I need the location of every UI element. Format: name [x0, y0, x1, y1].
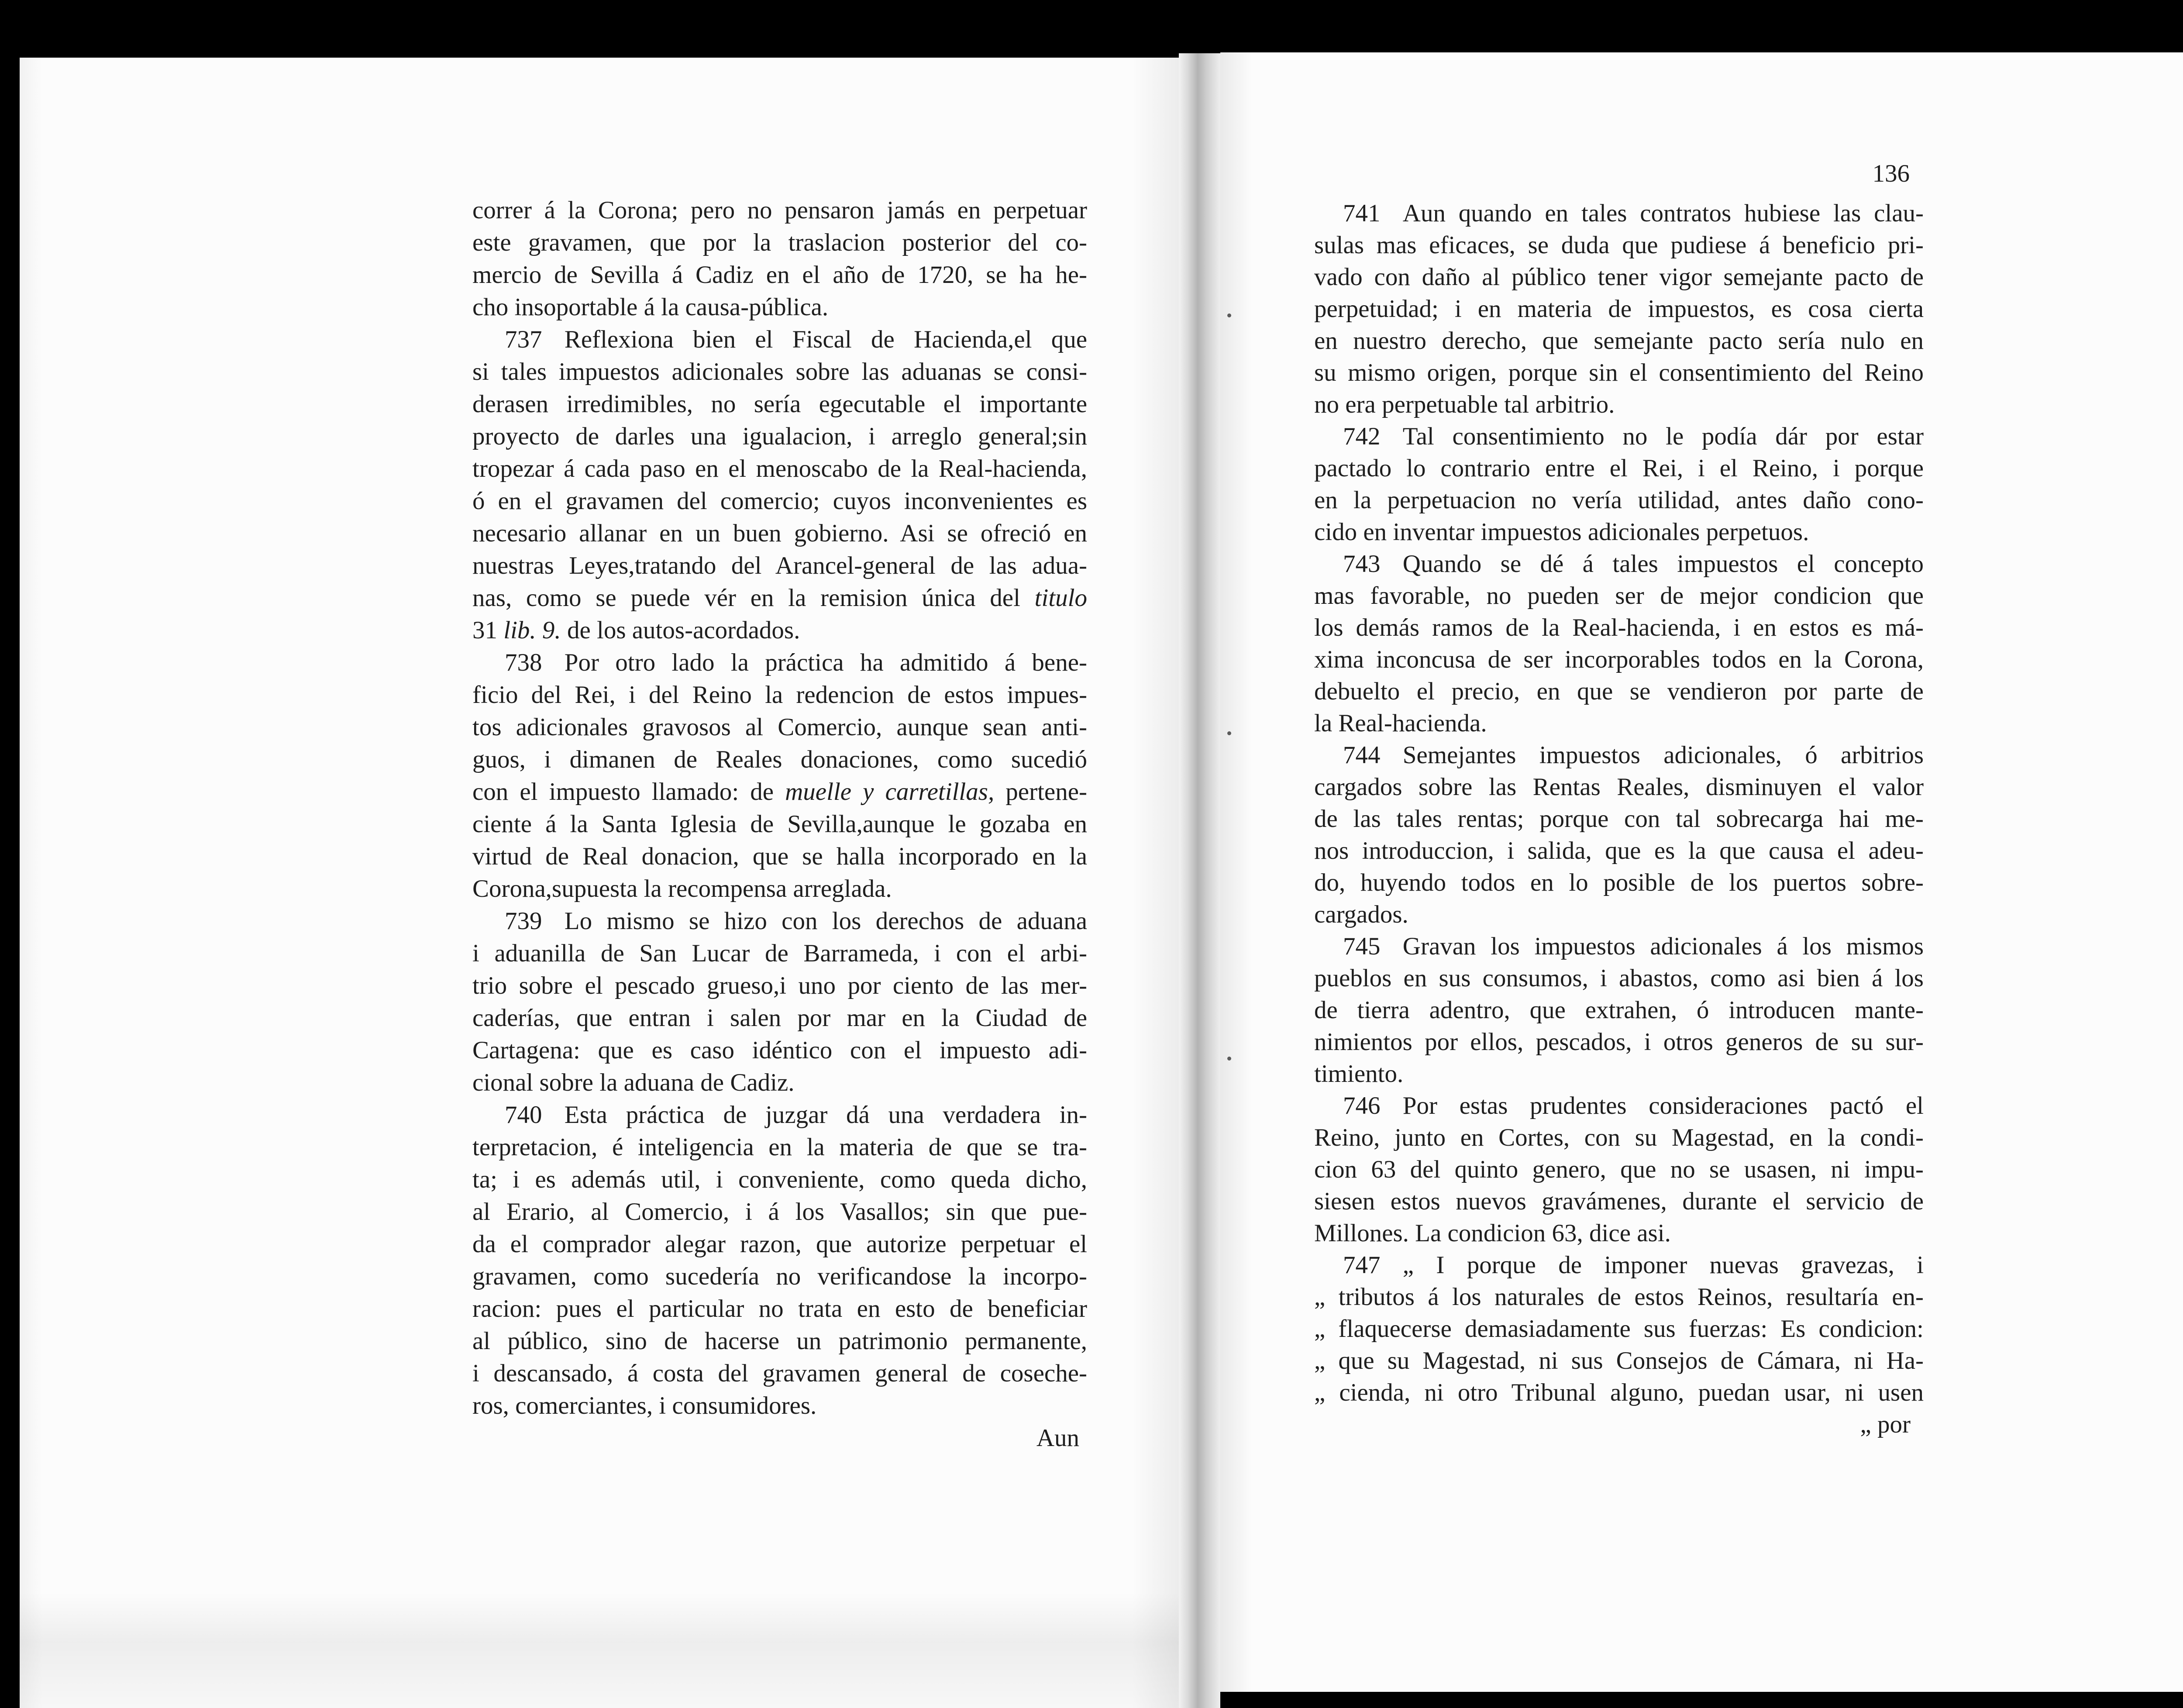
line-text: Tal consentimiento no le podía dár por estar [1402, 423, 1924, 450]
text-line [472, 1067, 1087, 1099]
line-text: Semejantes impuestos adicionales, ó arbitrios [1402, 741, 1924, 769]
line-text: pactado lo contrario entre el Rei, i el Reino, i porque [1314, 455, 1924, 482]
line-text: Millones. La condicion 63, dice asi. [1314, 1219, 1671, 1247]
text-line [472, 194, 1087, 227]
line-text: sulas mas eficaces, se duda que pudiese á beneficio pri- [1314, 231, 1924, 259]
paragraph-number: 739 [505, 907, 542, 935]
italic-text: muelle y carretillas, [785, 778, 995, 806]
paragraph [472, 647, 1087, 905]
line-text: cho insoportable á la causa-pública. [472, 293, 829, 321]
binding-mark [1227, 313, 1231, 317]
text-line [472, 550, 1087, 582]
line-text: ros, comerciantes, i consumidores. [472, 1392, 817, 1419]
line-text: nos introduccion, i salida, que es la que causa el adeu- [1314, 837, 1924, 864]
paragraph [1314, 1090, 1924, 1249]
right-paragraphs [1314, 197, 1924, 1408]
line-text: Quando se dé á tales impuestos el concepto [1402, 550, 1924, 578]
line-text: de tierra adentro, que extrahen, ó introducen mante- [1314, 996, 1924, 1024]
text-line [1314, 994, 1924, 1026]
line-text: la Real-hacienda. [1314, 709, 1487, 737]
paragraph [1314, 548, 1924, 739]
line-text: i aduanilla de San Lucar de Barrameda, i con el arbi- [472, 940, 1087, 967]
text-line [1314, 357, 1924, 389]
paragraph-number: 743 [1343, 550, 1381, 578]
text-line [1314, 516, 1924, 548]
paragraph-number: 747 [1343, 1251, 1381, 1279]
italic-text: titulo [1034, 584, 1087, 612]
line-text: Gravan los impuestos adicionales á los mismos [1402, 933, 1924, 960]
line-text: virtud de Real donacion, que se halla incorporado en la [472, 843, 1087, 870]
line-text: cargados sobre las Rentas Reales, disminuyen el valor [1314, 773, 1924, 801]
text-line [472, 517, 1087, 550]
text-line [1314, 1217, 1924, 1249]
text-line [1314, 1249, 1924, 1281]
text-line [472, 1228, 1087, 1260]
text-line [1314, 612, 1924, 644]
paragraph [1314, 420, 1924, 548]
text-line [472, 970, 1087, 1002]
line-text: cargados. [1314, 901, 1408, 928]
line-text: nuestras Leyes,tratando del Arancel-general de las adua- [472, 552, 1087, 579]
paragraph-number: 744 [1343, 741, 1381, 769]
text-line [472, 679, 1087, 711]
line-text: xima inconcusa de ser incorporables todos en la Corona, [1314, 646, 1924, 673]
line-text: su mismo origen, porque sin el consentimiento del Reino [1314, 359, 1924, 386]
text-line [1314, 771, 1924, 803]
line-text: perpetuidad; i en materia de impuestos, es cosa cierta [1314, 295, 1924, 323]
text-line [472, 291, 1087, 324]
line-text: trio sobre el pescado grueso,i uno por ciento de las mer- [472, 972, 1087, 999]
line-text: ó en el gravamen del comercio; cuyos inconvenientes es [472, 487, 1087, 515]
text-line [472, 453, 1087, 485]
text-line [1314, 675, 1924, 707]
text-line [472, 1293, 1087, 1325]
italic-text: lib. 9. [503, 616, 561, 644]
text-line [472, 1325, 1087, 1357]
paragraph-number: 741 [1343, 200, 1381, 227]
paragraph-number: 745 [1343, 933, 1381, 960]
text-line [1314, 452, 1924, 484]
line-text: ta; i es además util, i conveniente, como queda dicho, [472, 1166, 1087, 1193]
text-segment: pertene- [994, 778, 1087, 806]
text-line [472, 1164, 1087, 1196]
text-line [472, 1034, 1087, 1067]
line-text: Cartagena: que es caso idéntico con el impuesto adi- [472, 1037, 1087, 1064]
line-text: mercio de Sevilla á Cadiz en el año de 1720, se ha he- [472, 261, 1087, 289]
text-line [472, 711, 1087, 744]
line-text: Esta práctica de juzgar dá una verdadera in- [564, 1101, 1087, 1129]
text-line [1314, 899, 1924, 930]
text-line [472, 1196, 1087, 1228]
text-line [472, 808, 1087, 840]
page-number: 136 [1872, 160, 1910, 187]
line-text: racion: pues el particular no trata en esto de beneficiar [472, 1295, 1087, 1322]
line-text: pueblos en sus consumos, i abastos, como asi bien á los [1314, 964, 1924, 992]
line-text: correr á la Corona; pero no pensaron jamás en perpetuar [472, 196, 1087, 224]
line-text: tropezar á cada paso en el menoscabo de la Real-hacienda, [472, 455, 1087, 482]
line-text: ciente á la Santa Iglesia de Sevilla,aunque le gozaba en [472, 810, 1087, 838]
binding-mark [1227, 1057, 1231, 1061]
paragraph [472, 324, 1087, 647]
text-line [1314, 325, 1924, 357]
line-text: „ flaquecerse demasiadamente sus fuerzas: Es condicion: [1314, 1315, 1924, 1343]
text-line [472, 905, 1087, 937]
text-line [472, 388, 1087, 420]
line-text: si tales impuestos adicionales sobre las aduanas se consi- [472, 358, 1087, 386]
paragraph [1314, 1249, 1924, 1408]
line-text: „ cienda, ni otro Tribunal alguno, puedan usar, ni usen [1314, 1379, 1924, 1406]
line-text: da el comprador alegar razon, que autorize perpetuar el [472, 1230, 1087, 1258]
line-text: en nuestro derecho, que semejante pacto sería nulo en [1314, 327, 1924, 355]
paragraph-number: 742 [1343, 423, 1381, 450]
text-line [1314, 1122, 1924, 1154]
text-line [1314, 1377, 1924, 1408]
text-line [472, 1131, 1087, 1164]
book-gutter [1179, 53, 1220, 1708]
paragraph [472, 905, 1087, 1099]
text-line [1314, 1313, 1924, 1345]
catchword: Aun [1036, 1424, 1079, 1452]
text-line [1314, 644, 1924, 675]
line-text: cido en inventar impuestos adicionales perpetuos. [1314, 518, 1809, 546]
paragraph [1314, 197, 1924, 420]
text-line [1314, 930, 1924, 962]
right-text-block [1314, 197, 1924, 1440]
text-line [1314, 293, 1924, 325]
paragraph [472, 194, 1087, 324]
text-line [1314, 580, 1924, 612]
paragraph-number: 738 [505, 649, 542, 676]
text-line [1314, 1090, 1924, 1122]
text-segment: 31 [472, 616, 504, 644]
line-text: no era perpetuable tal arbitrio. [1314, 391, 1615, 418]
line-text: guos, i dimanen de Reales donaciones, como sucedió [472, 746, 1087, 773]
left-text-block [472, 194, 1087, 1454]
text-line [1314, 548, 1924, 580]
text-line [472, 840, 1087, 873]
line-text: nimientos por ellos, pescados, i otros generos de su sur- [1314, 1028, 1924, 1056]
text-segment: nas, como se puede vér en la remision única del [472, 584, 1035, 612]
left-paragraphs [472, 194, 1087, 1422]
catchword: „ por [1860, 1411, 1911, 1438]
text-line [1314, 962, 1924, 994]
line-text: al Erario, al Comercio, i á los Vasallos; sin que pue- [472, 1198, 1087, 1226]
line-text: este gravamen, que por la traslacion posterior del co- [472, 229, 1087, 256]
line-text: ficio del Rei, i del Reino la redencion de estos impues- [472, 681, 1087, 709]
line-text: tos adicionales gravosos al Comercio, aunque sean anti- [472, 713, 1087, 741]
text-line [1314, 197, 1924, 229]
text-line [472, 614, 1087, 647]
line-text: Aun quando en tales contratos hubiese las clau- [1402, 200, 1924, 227]
line-text: gravamen, como sucedería no verificandose la incorpo- [472, 1263, 1087, 1290]
text-line [1314, 867, 1924, 899]
text-line [1314, 1154, 1924, 1185]
text-line [1314, 1185, 1924, 1217]
line-text: Por estas prudentes consideraciones pactó el [1402, 1092, 1924, 1119]
text-line [472, 776, 1087, 808]
text-line [1314, 420, 1924, 452]
line-text: vado con daño al público tener vigor semejante pacto de [1314, 263, 1924, 291]
line-text: do, huyendo todos en lo posible de los puertos sobre- [1314, 869, 1924, 896]
text-line [1314, 1026, 1924, 1058]
text-line [472, 227, 1087, 259]
text-line [472, 1002, 1087, 1034]
line-text: „ I porque de imponer nuevas gravezas, i [1402, 1251, 1924, 1279]
line-text: debuelto el precio, en que se vendieron por parte de [1314, 678, 1924, 705]
text-line [1314, 803, 1924, 835]
line-text: terpretacion, é inteligencia en la materia de que se tra- [472, 1133, 1087, 1161]
line-text: al público, sino de hacerse un patrimonio permanente, [472, 1327, 1087, 1355]
text-line [1314, 835, 1924, 867]
line-text: Reino, junto en Cortes, con su Magestad, en la condi- [1314, 1124, 1924, 1151]
line-text: de las tales rentas; porque con tal sobrecarga hai me- [1314, 805, 1924, 833]
line-text: „ tributos á los naturales de estos Reinos, resultaría en- [1314, 1283, 1924, 1311]
right-page [1220, 52, 2183, 1692]
line-text: necesario allanar en un buen gobierno. Asi se ofreció en [472, 520, 1087, 547]
line-text: Por otro lado la práctica ha admitido á bene- [564, 649, 1087, 676]
paragraph-number: 746 [1343, 1092, 1381, 1119]
text-line [1314, 229, 1924, 261]
line-text: derasen irredimibles, no sería egecutable el importante [472, 390, 1087, 418]
line-text: cion 63 del quinto genero, que no se usasen, ni impu- [1314, 1156, 1924, 1183]
text-line [472, 259, 1087, 291]
paragraph-number: 737 [505, 326, 542, 353]
text-line [472, 356, 1087, 388]
paragraph [472, 1099, 1087, 1422]
text-line [1314, 389, 1924, 420]
line-text: caderías, que entran i salen por mar en la Ciudad de [472, 1004, 1087, 1032]
line-text: mas favorable, no pueden ser de mejor condicion que [1314, 582, 1924, 610]
text-line [1314, 1281, 1924, 1313]
text-line [472, 1390, 1087, 1422]
text-line [472, 324, 1087, 356]
text-line [1314, 1058, 1924, 1090]
text-line [1314, 1345, 1924, 1377]
text-line [472, 937, 1087, 970]
text-line [1314, 707, 1924, 739]
text-line [1314, 739, 1924, 771]
text-line [472, 1260, 1087, 1293]
text-line [472, 647, 1087, 679]
text-line [472, 420, 1087, 453]
line-text: siesen estos nuevos gravámenes, durante el servicio de [1314, 1188, 1924, 1215]
line-text: „ que su Magestad, ni sus Consejos de Cámara, ni Ha- [1314, 1347, 1924, 1374]
text-segment: con el impuesto llamado: de [472, 778, 785, 806]
text-line [1314, 484, 1924, 516]
text-line [472, 1357, 1087, 1390]
line-text: Corona,supuesta la recompensa arreglada. [472, 875, 892, 902]
line-text: timiento. [1314, 1060, 1404, 1088]
line-text: i descansado, á costa del gravamen general de coseche- [472, 1360, 1087, 1387]
text-line [1314, 261, 1924, 293]
text-line [472, 582, 1087, 614]
paragraph-number: 740 [505, 1101, 542, 1129]
line-text: en la perpetuacion no vería utilidad, antes daño cono- [1314, 486, 1924, 514]
text-line [472, 1099, 1087, 1131]
text-segment: de los autos-acordados. [561, 616, 800, 644]
line-text: Reflexiona bien el Fiscal de Hacienda,el que [564, 326, 1087, 353]
line-text: proyecto de darles una igualacion, i arreglo general;sin [472, 423, 1087, 450]
text-line [472, 485, 1087, 517]
left-page [20, 58, 1179, 1708]
text-line [472, 873, 1087, 905]
paragraph [1314, 739, 1924, 930]
binding-mark [1227, 731, 1231, 735]
line-text: Lo mismo se hizo con los derechos de aduana [564, 907, 1087, 935]
text-line [472, 744, 1087, 776]
paragraph [1314, 930, 1924, 1090]
line-text: los demás ramos de la Real-hacienda, i en estos es má- [1314, 614, 1924, 641]
line-text: cional sobre la aduana de Cadiz. [472, 1069, 795, 1096]
